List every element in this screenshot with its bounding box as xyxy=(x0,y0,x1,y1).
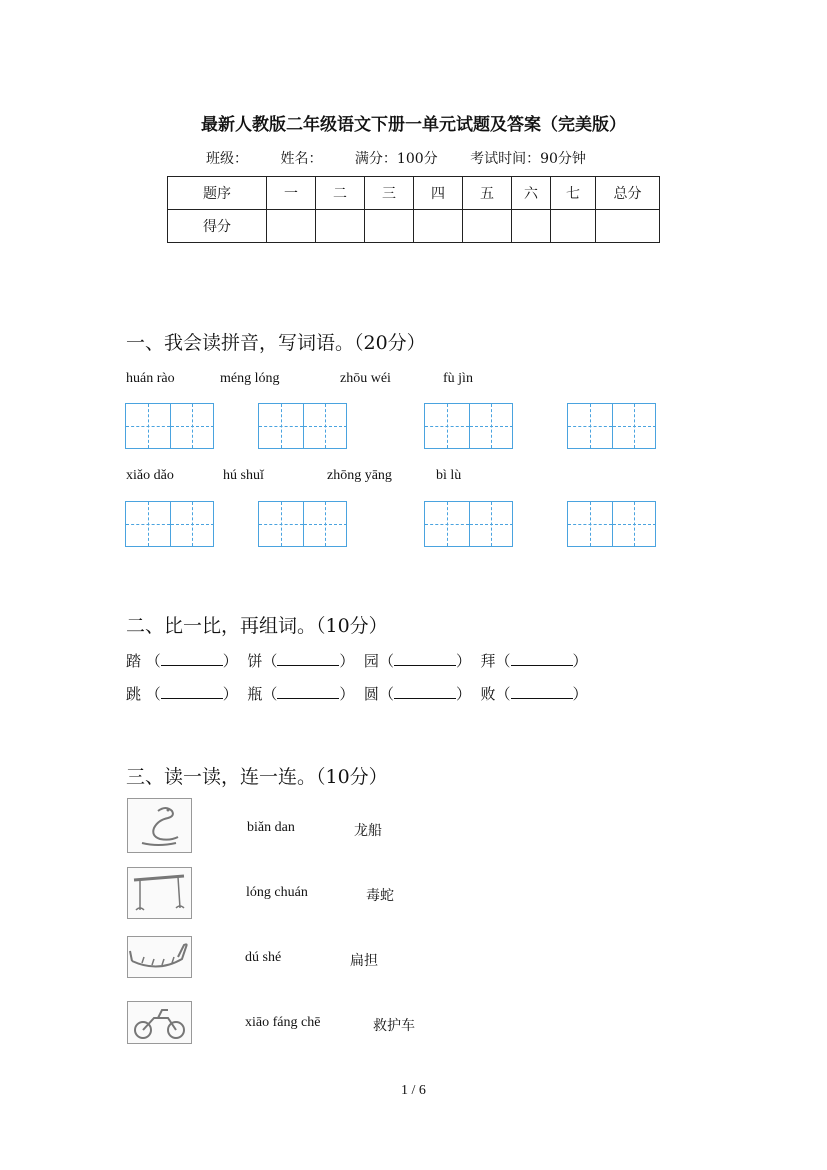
header-cell: 四 xyxy=(414,177,463,210)
match-pinyin[interactable]: biǎn dan xyxy=(247,820,295,835)
compare-row: 踏 （ ） 饼（ ） 园（ ） 拜（ ） xyxy=(126,652,588,670)
grid-cell xyxy=(568,404,612,448)
compare-char: 踏 xyxy=(126,652,142,670)
answer-blank[interactable] xyxy=(511,684,573,699)
compare-char: 园 xyxy=(363,652,379,670)
grid-cell xyxy=(126,404,170,448)
grid-cell xyxy=(303,404,348,448)
score-cell[interactable] xyxy=(365,210,414,243)
exam-info xyxy=(206,148,614,168)
grid-cell xyxy=(259,502,303,546)
header-cell: 三 xyxy=(365,177,414,210)
grid-cell xyxy=(170,404,215,448)
writing-grid[interactable] xyxy=(567,501,656,547)
row-label-cell: 得分 xyxy=(168,210,267,243)
writing-grid[interactable] xyxy=(125,403,214,449)
score-cell[interactable] xyxy=(551,210,596,243)
match-pinyin[interactable]: xiāo fáng chē xyxy=(245,1015,321,1030)
compare-char: 拜 xyxy=(480,652,496,670)
page-number: 1 / 6 xyxy=(401,1083,426,1098)
dragon-boat-picture[interactable] xyxy=(127,936,192,978)
match-word[interactable]: 龙船 xyxy=(354,823,382,839)
name-label: 姓名： xyxy=(280,151,323,167)
carrying-pole-picture[interactable] xyxy=(127,867,192,919)
grid-cell xyxy=(303,502,348,546)
match-word[interactable]: 扁担 xyxy=(350,953,378,969)
header-cell: 二 xyxy=(316,177,365,210)
answer-blank[interactable] xyxy=(277,684,339,699)
grid-cell xyxy=(612,502,657,546)
score-cell[interactable] xyxy=(267,210,316,243)
score-table-score-row xyxy=(168,210,660,243)
answer-blank[interactable] xyxy=(161,684,223,699)
motorcycle-picture[interactable] xyxy=(127,1001,192,1044)
writing-grid[interactable] xyxy=(258,501,347,547)
score-cell[interactable] xyxy=(463,210,512,243)
writing-grid[interactable] xyxy=(258,403,347,449)
grid-cell xyxy=(126,502,170,546)
header-cell: 六 xyxy=(512,177,551,210)
compare-row: 跳 （ ） 瓶（ ） 圆（ ） 败（ ） xyxy=(126,685,588,703)
compare-char: 饼 xyxy=(247,652,263,670)
writing-grid[interactable] xyxy=(567,403,656,449)
answer-blank[interactable] xyxy=(394,684,456,699)
snake-picture[interactable] xyxy=(127,798,192,853)
answer-blank[interactable] xyxy=(394,651,456,666)
answer-blank[interactable] xyxy=(161,651,223,666)
grid-cell xyxy=(425,404,469,448)
grid-cell xyxy=(568,502,612,546)
match-pinyin[interactable]: dú shé xyxy=(245,950,282,965)
grid-cell xyxy=(469,404,514,448)
writing-grid[interactable] xyxy=(424,403,513,449)
pinyin-label: zhōng yāng xyxy=(327,468,392,483)
pinyin-label: xiǎo dǎo xyxy=(126,468,174,483)
answer-blank[interactable] xyxy=(511,651,573,666)
grid-cell xyxy=(469,502,514,546)
compare-char: 败 xyxy=(480,685,496,703)
grid-cell xyxy=(425,502,469,546)
full-score-label: 满分：100分 xyxy=(354,151,438,167)
pinyin-label: zhōu wéi xyxy=(340,371,391,386)
pinyin-label: fù jìn xyxy=(443,371,473,386)
compare-char: 瓶 xyxy=(247,685,263,703)
header-cell: 一 xyxy=(267,177,316,210)
section3-title: 三、读一读，连一连。（10分） xyxy=(126,766,388,788)
compare-char: 跳 xyxy=(126,685,142,703)
time-label: 考试时间：90分钟 xyxy=(470,151,586,167)
writing-grid[interactable] xyxy=(424,501,513,547)
header-cell: 题序 xyxy=(168,177,267,210)
score-table-header-row xyxy=(168,177,660,210)
grid-cell xyxy=(170,502,215,546)
section1-title: 一、我会读拼音，写词语。（20分） xyxy=(126,332,426,354)
header-cell: 总分 xyxy=(596,177,660,210)
header-cell: 七 xyxy=(551,177,596,210)
pinyin-label: méng lóng xyxy=(220,371,280,386)
match-word[interactable]: 救护车 xyxy=(373,1018,415,1034)
score-cell[interactable] xyxy=(512,210,551,243)
score-table xyxy=(167,176,660,243)
match-word[interactable]: 毒蛇 xyxy=(366,888,394,904)
pinyin-label: bì lù xyxy=(436,468,462,483)
document-title: 最新人教版二年级语文下册一单元试题及答案（完美版） xyxy=(201,115,626,135)
score-cell[interactable] xyxy=(316,210,365,243)
section2-title: 二、比一比，再组词。（10分） xyxy=(126,615,388,637)
score-cell[interactable] xyxy=(596,210,660,243)
pinyin-label: hú shuǐ xyxy=(223,468,264,483)
header-cell: 五 xyxy=(463,177,512,210)
match-pinyin[interactable]: lóng chuán xyxy=(246,885,308,900)
compare-char: 圆 xyxy=(363,685,379,703)
grid-cell xyxy=(259,404,303,448)
score-cell[interactable] xyxy=(414,210,463,243)
grid-cell xyxy=(612,404,657,448)
writing-grid[interactable] xyxy=(125,501,214,547)
pinyin-label: huán rào xyxy=(126,371,175,386)
class-label: 班级： xyxy=(206,151,248,167)
answer-blank[interactable] xyxy=(277,651,339,666)
